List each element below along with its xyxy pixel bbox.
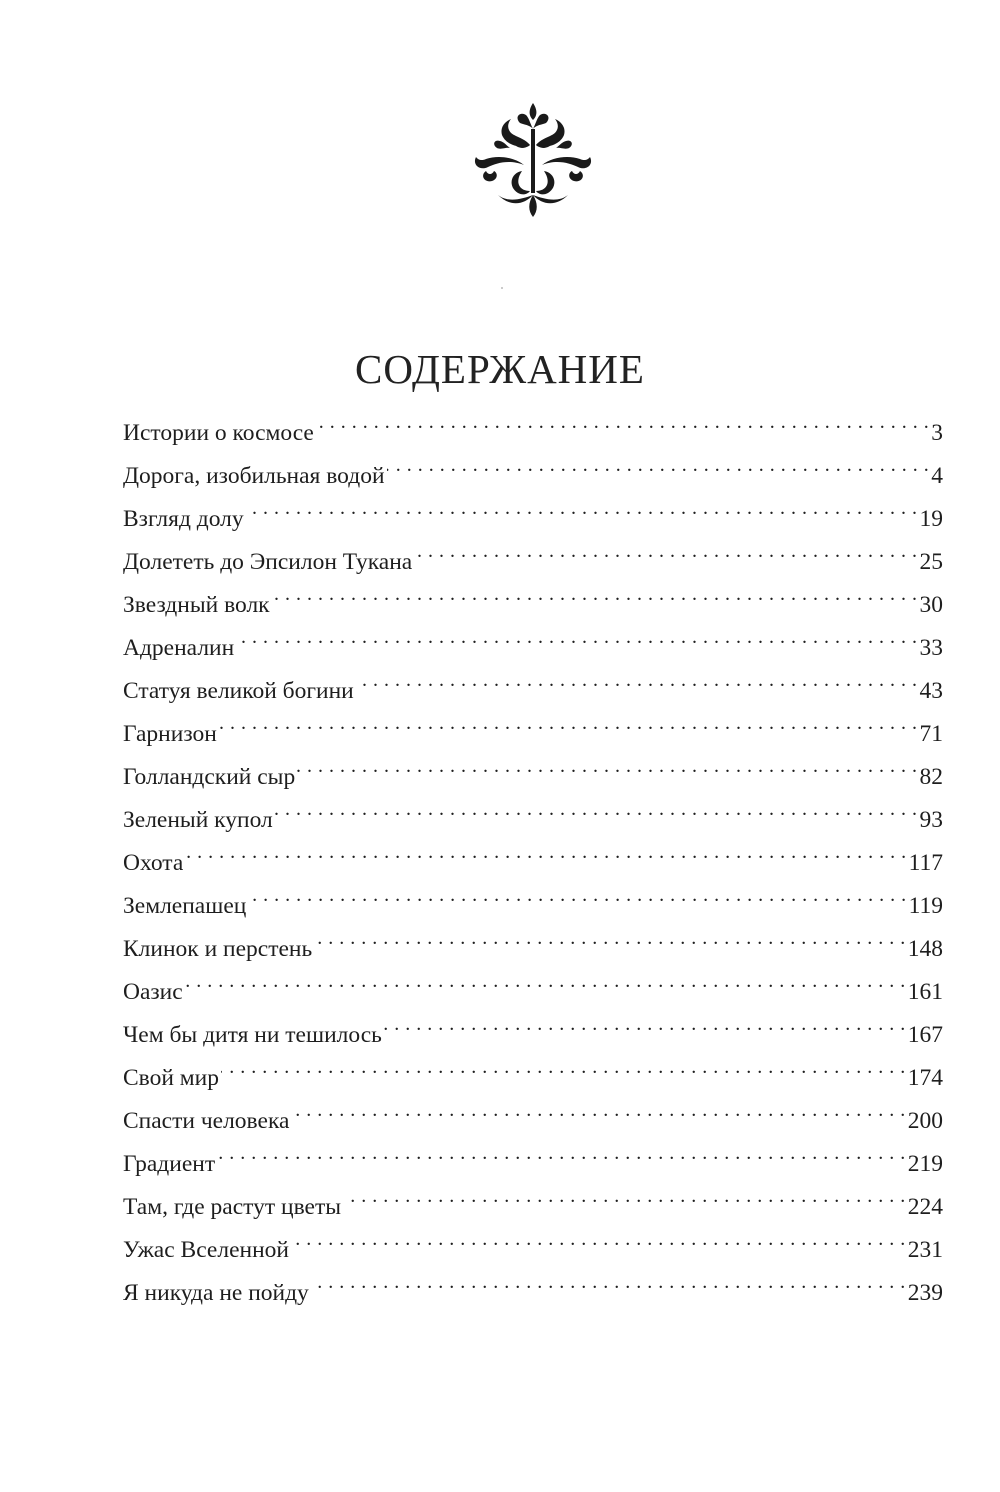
toc-entry-page: 200 xyxy=(907,1108,943,1134)
toc-entry[interactable] xyxy=(123,999,943,1048)
toc-entry-page: 82 xyxy=(919,764,943,790)
dot-leader xyxy=(414,526,917,569)
toc-entry-title: Адреналин xyxy=(123,635,235,661)
dot-leader xyxy=(185,827,906,870)
toc-entry-title: Гарнизон xyxy=(123,721,217,747)
toc-entry[interactable] xyxy=(123,1042,943,1091)
toc-entry-page: 71 xyxy=(919,721,943,747)
toc-entry-page: 93 xyxy=(919,807,943,833)
table-of-contents xyxy=(123,397,943,1306)
toc-entry-title: Статуя великой богини xyxy=(123,678,354,704)
toc-entry-page: 117 xyxy=(908,850,943,876)
dot-leader xyxy=(221,1042,906,1085)
dot-leader xyxy=(314,913,906,956)
toc-entry-page: 224 xyxy=(907,1194,943,1220)
toc-entry-title: Оазис xyxy=(123,979,183,1005)
dot-leader xyxy=(316,397,929,440)
toc-entry-title: Я никуда не пойду xyxy=(123,1280,309,1306)
toc-entry-title: Свой мир xyxy=(123,1065,220,1091)
paper-speck xyxy=(501,287,503,289)
dot-leader xyxy=(291,1214,906,1257)
dot-leader xyxy=(272,569,918,612)
toc-entry-page: 239 xyxy=(907,1280,943,1306)
toc-entry-page: 30 xyxy=(919,592,943,618)
dot-leader xyxy=(236,612,917,655)
toc-entry[interactable] xyxy=(123,483,943,532)
toc-entry[interactable] xyxy=(123,870,943,919)
dot-leader xyxy=(384,999,906,1042)
toc-entry-title: Охота xyxy=(123,850,184,876)
toc-entry-page: 161 xyxy=(907,979,943,1005)
dot-leader xyxy=(297,741,917,784)
dot-leader xyxy=(291,1085,905,1128)
toc-entry-title: Зеленый купол xyxy=(123,807,273,833)
toc-entry-title: Взгляд долу xyxy=(123,506,244,532)
toc-entry-page: 231 xyxy=(907,1237,943,1263)
toc-entry[interactable] xyxy=(123,956,943,1005)
dot-leader xyxy=(387,440,930,483)
toc-entry[interactable] xyxy=(123,1171,943,1220)
toc-entry-page: 119 xyxy=(908,893,943,919)
toc-entry-page: 19 xyxy=(919,506,943,532)
dot-leader xyxy=(343,1171,906,1214)
toc-entry[interactable] xyxy=(123,612,943,661)
toc-entry[interactable] xyxy=(123,741,943,790)
dot-leader xyxy=(311,1257,906,1300)
toc-entry-title: Там, где растут цветы xyxy=(123,1194,342,1220)
toc-entry[interactable] xyxy=(123,397,943,446)
floral-ornament-icon xyxy=(470,95,596,220)
dot-leader xyxy=(217,1128,906,1171)
toc-entry-page: 148 xyxy=(907,936,943,962)
dot-leader xyxy=(246,483,918,526)
dot-leader xyxy=(248,870,906,913)
toc-entry[interactable] xyxy=(123,526,943,575)
toc-entry-title: Клинок и перстень xyxy=(123,936,313,962)
toc-entry-page: 43 xyxy=(919,678,943,704)
toc-entry-title: Чем бы дитя ни тешилось xyxy=(123,1022,382,1048)
toc-entry-page: 219 xyxy=(907,1151,943,1177)
page-title: СОДЕРЖАНИЕ xyxy=(355,346,645,393)
toc-entry[interactable] xyxy=(123,1128,943,1177)
toc-entry-page: 33 xyxy=(919,635,943,661)
toc-entry[interactable] xyxy=(123,698,943,747)
toc-entry-page: 25 xyxy=(919,549,943,575)
toc-entry-title: Звездный волк xyxy=(123,592,270,618)
toc-entry-title: Долететь до Эпсилон Тукана xyxy=(123,549,413,575)
toc-entry[interactable] xyxy=(123,1085,943,1134)
toc-entry-title: Спасти человека xyxy=(123,1108,290,1134)
toc-entry-title: Голландский сыр xyxy=(123,764,296,790)
toc-entry-page: 167 xyxy=(907,1022,943,1048)
toc-entry-page: 3 xyxy=(931,420,943,446)
dot-leader xyxy=(356,655,918,698)
toc-entry-page: 4 xyxy=(931,463,943,489)
toc-entry-page: 174 xyxy=(907,1065,943,1091)
dot-leader xyxy=(275,784,918,827)
toc-entry[interactable] xyxy=(123,827,943,876)
dot-leader xyxy=(219,698,918,741)
toc-entry-title: Ужас Вселенной xyxy=(123,1237,290,1263)
toc-entry-title: Дорога, изобильная водой xyxy=(123,463,385,489)
toc-entry-title: Истории о космосе xyxy=(123,420,314,446)
dot-leader xyxy=(185,956,906,999)
toc-entry-title: Градиент xyxy=(123,1151,216,1177)
toc-entry-title: Землепашец xyxy=(123,893,247,919)
toc-entry[interactable] xyxy=(123,655,943,704)
